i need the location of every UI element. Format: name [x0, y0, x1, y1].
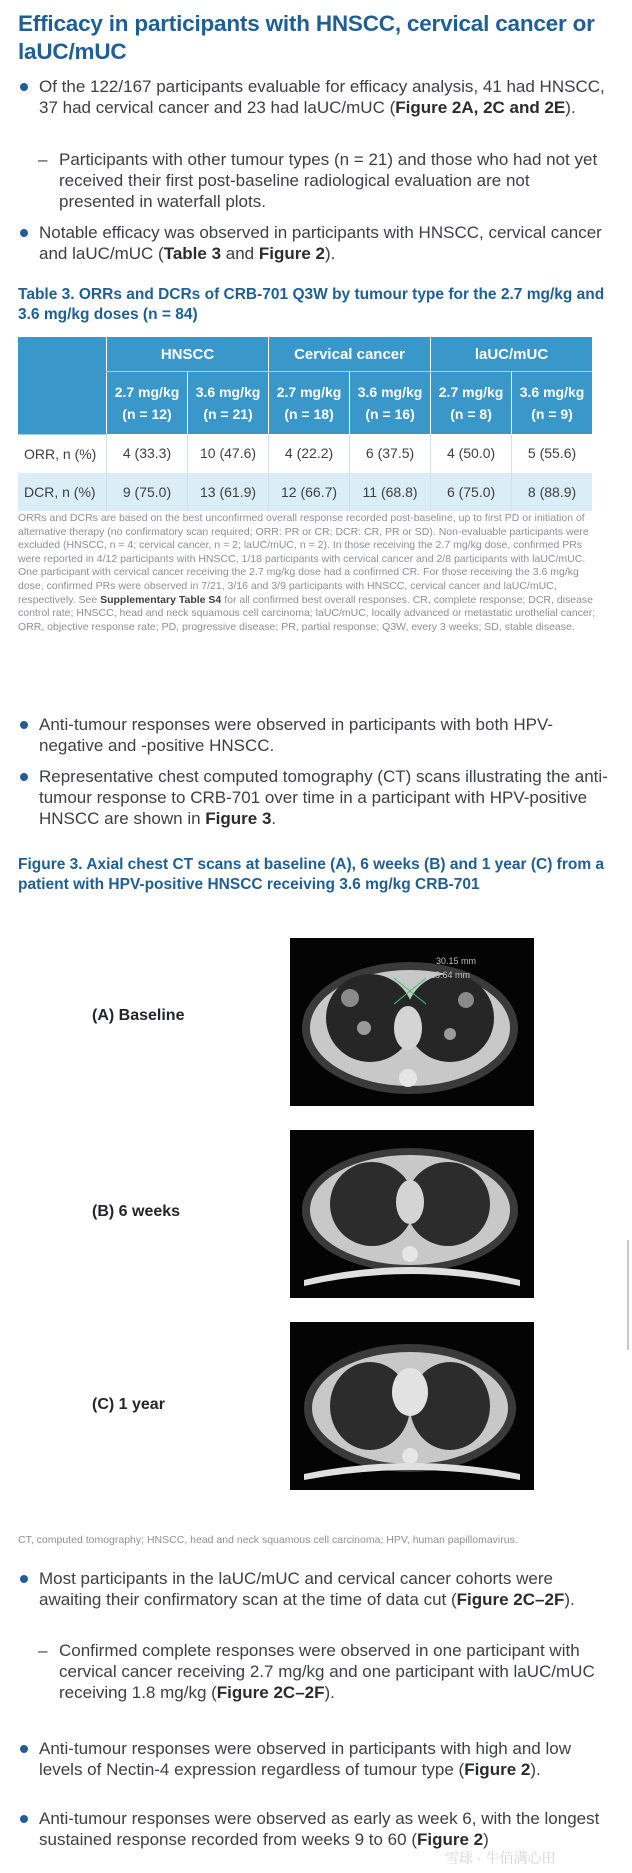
bullet-notable-efficacy: [20, 222, 610, 264]
table-cell: 8 (88.9): [512, 473, 592, 511]
figure-ref: Figure 2C–2F: [216, 1683, 325, 1702]
bullet-dot: [20, 721, 28, 729]
section-title: Efficacy in participants with HNSCC, cervical cancer or laUC/mUC: [18, 11, 595, 64]
table-cell: 13 (61.9): [188, 473, 269, 511]
figure-ref: Figure 2A, 2C and 2E: [395, 98, 566, 117]
bullet-ct-scans: [20, 766, 610, 829]
bullet-dot: [20, 773, 28, 781]
subbullet-text: Confirmed complete responses were observed in one participant with cervical cancer receiving 2.7 mg/kg and one participant with laUC/mUC receiving 1.8 mg/kg (Figure 2C–2F).: [59, 1641, 595, 1702]
scan-label-baseline: (A) Baseline: [92, 1007, 185, 1024]
row-label: ORR, n (%): [18, 434, 107, 473]
table-caption: Table 3. ORRs and DCRs of CRB-701 Q3W by tumour type for the 2.7 mg/kg and 3.6 mg/kg doses (n = 84): [18, 286, 605, 323]
table-cell: 6 (37.5): [350, 434, 431, 473]
ct-scan-6-weeks: [290, 1130, 534, 1298]
watermark: 雪球 · 牛佰满心田: [445, 1850, 556, 1866]
ct-scan-baseline: [290, 938, 534, 1106]
scan-label-6-weeks: (B) 6 weeks: [92, 1203, 181, 1220]
bullet-evaluable: [20, 76, 610, 118]
page-edge-divider: [627, 1240, 629, 1350]
group-header: laUC/mUC: [431, 337, 592, 372]
bullet-text: Of the 122/167 participants evaluable for efficacy analysis, 41 had HNSCC, 37 had cervical cancer and 23 had laUC/mUC (Figure 2A, 2C and 2E).: [39, 77, 605, 117]
table-cell: 6 (75.0): [431, 473, 512, 511]
supplementary-ref: Supplementary Table S4: [100, 593, 222, 606]
table-footnote: ORRs and DCRs are based on the best unconfirmed overall response recorded post-baseline, up to first PD or initiation of alternative therapy (no confirmatory scan required; ORR: PR or CR; DCR: CR, PR or SD). Non-evaluable participants were excluded (HNSCC, n = 4; cervical cancer, n = 2; laUC/mUC, n = 2). In those receiving the 2.7 mg/kg dose, confirmed PRs were reported in 4/12 participants with HNSCC, 1/18 participants with cervical cancer and 2/8 participants with laUC/mUC. One participant with cervical cancer receiving the 2.7 mg/kg dose had a confirmed CR. For those receiving the 3.6 mg/kg dose, confirmed PRs were observed in 7/21, 3/16 and 3/9 participants with HNSCC, cervical cancer and laUC/mUC, respectively. See Supplementary Table S4 for all confirmed best overall responses. CR, complete response; DCR, disease control rate; HNSCC, head and neck squamous cell carcinoma; laUC/mUC, locally advanced or metastatic urothelial cancer; ORR, objective response rate; PD, progressive disease; PR, partial response; Q3W, every 3 weeks; SD, stable disease.: [18, 512, 596, 633]
bullet-text: Anti-tumour responses were observed as early as week 6, with the longest sustained response recorded from weeks 9 to 60 (Figure 2): [39, 1809, 600, 1849]
bullet-nectin4: [20, 1738, 610, 1780]
table-row-dcr: [18, 473, 592, 511]
scan-label-1-year: (C) 1 year: [92, 1396, 165, 1413]
dose-header: 2.7 mg/kg (n = 12): [107, 372, 188, 435]
ct-scan-1-year: [290, 1322, 534, 1490]
measurement-2: 28.64 mm: [430, 970, 471, 980]
table-cell: 11 (68.8): [350, 473, 431, 511]
figure-ref: Figure 2: [464, 1760, 531, 1779]
dose-header: 3.6 mg/kg (n = 21): [188, 372, 269, 435]
orr-dcr-table: [18, 337, 592, 511]
subbullet-complete-responses: [38, 1640, 608, 1703]
table-cell: 5 (55.6): [512, 434, 592, 473]
bullet-text: Most participants in the laUC/mUC and cervical cancer cohorts were awaiting their confirmatory scan at the time of data cut (Figure 2C–2F).: [39, 1569, 575, 1609]
bullet-dot: [20, 1745, 28, 1753]
dose-header: 2.7 mg/kg (n = 18): [269, 372, 350, 435]
table-cell: 9 (75.0): [107, 473, 188, 511]
bullet-dot: [20, 83, 28, 91]
figure-ref: Figure 3: [205, 809, 272, 828]
dose-header: 2.7 mg/kg (n = 8): [431, 372, 512, 435]
table-cell: 10 (47.6): [188, 434, 269, 473]
bullet-dot: [20, 1575, 28, 1583]
row-label: DCR, n (%): [18, 473, 107, 511]
table-row-orr: [18, 434, 592, 473]
figure-caption: Figure 3. Axial chest CT scans at baseline (A), 6 weeks (B) and 1 year (C) from a patient with HPV-positive HNSCC receiving 3.6 mg/kg CRB-701: [18, 856, 605, 893]
group-header: Cervical cancer: [269, 337, 431, 372]
subbullet-text: Participants with other tumour types (n = 21) and those who had not yet received their first post-baseline radiological evaluation are not presented in waterfall plots.: [59, 150, 598, 211]
subbullet-excluded: [38, 149, 608, 212]
table-corner: [18, 337, 107, 434]
bullet-dot: [20, 229, 28, 237]
table-cell: 4 (22.2): [269, 434, 350, 473]
measurement-1: 30.15 mm: [436, 956, 477, 966]
bullet-hpv: [20, 714, 610, 756]
bullet-text: Notable efficacy was observed in participants with HNSCC, cervical cancer and laUC/mUC (Table 3 and Figure 2).: [39, 223, 602, 263]
ct-image-1-year: [290, 1322, 534, 1490]
bullet-confirmatory-scan: [20, 1568, 610, 1610]
table-ref: Table 3: [163, 244, 222, 263]
dose-header: 3.6 mg/kg (n = 9): [512, 372, 592, 435]
figure-ref: Figure 2C–2F: [456, 1590, 565, 1609]
bullet-response-timing: [20, 1808, 610, 1850]
dash-marker: –: [38, 1641, 48, 1660]
bullet-text: Anti-tumour responses were observed in participants with high and low levels of Nectin-4 expression regardless of tumour type (Figure 2).: [39, 1739, 571, 1779]
bullet-text: Anti-tumour responses were observed in participants with both HPV-negative and -positive HNSCC.: [39, 715, 554, 755]
figure-footnote: CT, computed tomography; HNSCC, head and neck squamous cell carcinoma; HPV, human papillomavirus.: [18, 1534, 518, 1546]
dash-marker: –: [38, 150, 48, 169]
dose-header: 3.6 mg/kg (n = 16): [350, 372, 431, 435]
group-header: HNSCC: [107, 337, 269, 372]
table-cell: 4 (33.3): [107, 434, 188, 473]
bullet-dot: [20, 1815, 28, 1823]
bullet-text: Representative chest computed tomography (CT) scans illustrating the anti-tumour response to CRB-701 over time in a participant with HPV-positive HNSCC are shown in Figure 3.: [39, 767, 608, 828]
ct-image-baseline: [290, 938, 534, 1106]
figure-ref: Figure 2: [416, 1830, 484, 1849]
ct-image-6-weeks: [290, 1130, 534, 1298]
figure-ref: Figure 2: [258, 244, 325, 263]
table-cell: 4 (50.0): [431, 434, 512, 473]
table-cell: 12 (66.7): [269, 473, 350, 511]
